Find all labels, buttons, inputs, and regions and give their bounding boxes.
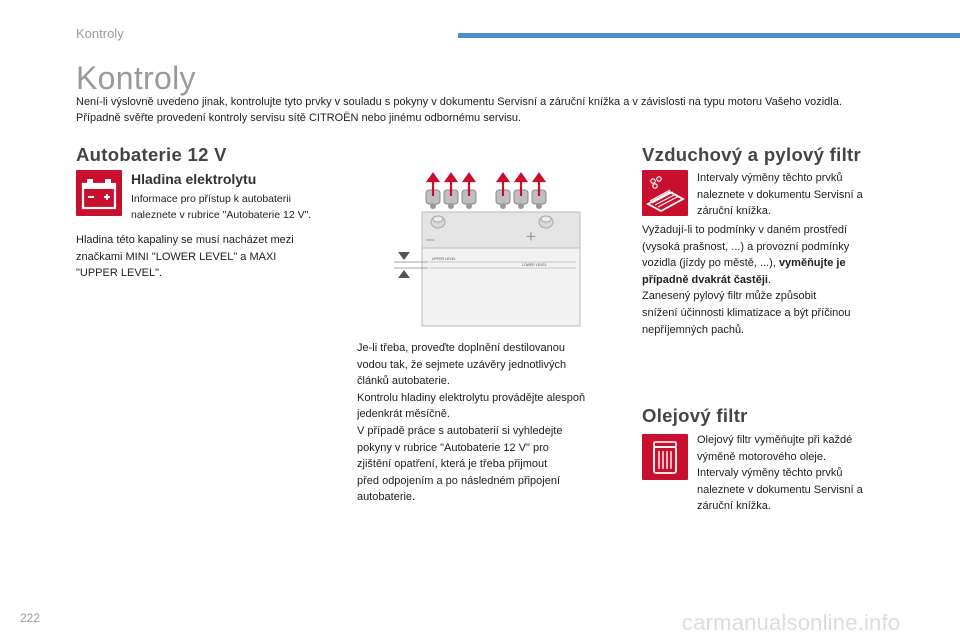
text-line: naleznete v rubrice "Autobaterie 12 V". (131, 208, 312, 221)
oil-filter-section-title: Olejový filtr (642, 405, 748, 426)
text-span: . (767, 273, 772, 286)
oil-filter-body-text (697, 432, 937, 515)
text-line: Hladina této kapaliny se musí nacházet mezi (76, 234, 294, 246)
text-line: Kontrolu hladiny elektrolytu provádějte alespoň (357, 391, 586, 404)
positive-terminal-sign: + (526, 227, 536, 246)
text-line (642, 255, 942, 272)
emphasis-text: případně dvakrát častěji (642, 273, 768, 286)
air-filter-icon (642, 170, 688, 216)
text-line: Je-li třeba, proveďte doplnění destilovanou (357, 342, 565, 354)
text-line: naleznete v dokumentu Servisní a (697, 483, 863, 496)
emphasis-text: vyměňujte je (778, 257, 846, 270)
text-line: výměně motorového oleje. (697, 450, 827, 463)
text-line: naleznete v dokumentu Servisní a (697, 188, 863, 201)
battery-level-diagram (394, 172, 594, 328)
text-line: záruční knížka. (697, 205, 771, 218)
text-line: Zanesený pylový filtr může způsobit (642, 290, 817, 303)
text-line: jedenkrát měsíčně. (357, 408, 450, 421)
page-number: 222 (20, 611, 41, 625)
text-line: článků autobaterie. (357, 375, 450, 388)
text-line: před odpojením a po následném připojení (357, 474, 561, 487)
text-line (642, 272, 942, 289)
running-header: Kontroly (76, 26, 124, 41)
oil-filter-icon (642, 434, 688, 480)
electrolyte-subtitle: Hladina elektrolytu (131, 171, 257, 187)
negative-terminal-sign: – (426, 231, 435, 248)
intro-line: Není-li výslovně uvedeno jinak, kontrolujte tyto prvky v souladu s pokyny v dokumentu Servisní a záruční knížka a v závislosti na typu motoru Vašeho vozidla. (76, 96, 842, 108)
text-line: V případě práce s autobaterií si vyhledejte (357, 424, 563, 437)
text-line: (vysoká prašnost, ...) a provozní podmínky (642, 240, 850, 253)
header-accent-bar (458, 33, 960, 38)
text-line: značkami MINI "LOWER LEVEL" a MAXI (76, 250, 277, 263)
watermark: carmanualsonline.info (682, 610, 901, 635)
page-title: Kontroly (76, 60, 196, 96)
intro-line: Případně svěřte provedení kontroly servisu sítě CITROËN nebo jinému odbornému servisu. (76, 112, 522, 124)
text-line: Informace pro přístup k autobaterii (131, 193, 291, 205)
battery-icon (76, 170, 122, 216)
lower-level-mark: LOWER LEVEL (522, 263, 547, 267)
air-filter-body-text (642, 222, 942, 338)
battery-access-note (131, 192, 341, 223)
text-line: "UPPER LEVEL". (76, 267, 163, 280)
battery-section-title: Autobaterie 12 V (76, 144, 227, 165)
text-span: vozidla (jízdy po městě, ...), (642, 257, 779, 270)
text-line: Olejový filtr vyměňujte při každé (697, 434, 853, 446)
text-line: vodou tak, že sejmete uzávěry jednotlivých (357, 358, 567, 371)
text-line: zjištění opatření, která je třeba přijmout (357, 458, 548, 471)
intro-paragraph (76, 94, 936, 126)
air-filter-interval-note (697, 170, 937, 220)
text-line: Vyžadují-li to podmínky v daném prostředí (642, 224, 848, 236)
battery-level-text (76, 232, 346, 282)
text-line: Intervaly výměny těchto prvků (697, 172, 843, 184)
text-line: záruční knížka. (697, 500, 771, 513)
battery-refill-text (357, 340, 617, 506)
text-line: nepříjemných pachů. (642, 323, 745, 336)
text-line: Intervaly výměny těchto prvků (697, 467, 843, 480)
text-line: pokyny v rubrice "Autobaterie 12 V" pro (357, 441, 549, 454)
air-filter-section-title: Vzduchový a pylový filtr (642, 144, 861, 165)
text-line: snížení účinnosti klimatizace a být příčinou (642, 306, 851, 319)
upper-level-mark: UPPER LEVEL (432, 257, 456, 261)
text-line: autobaterie. (357, 491, 416, 504)
